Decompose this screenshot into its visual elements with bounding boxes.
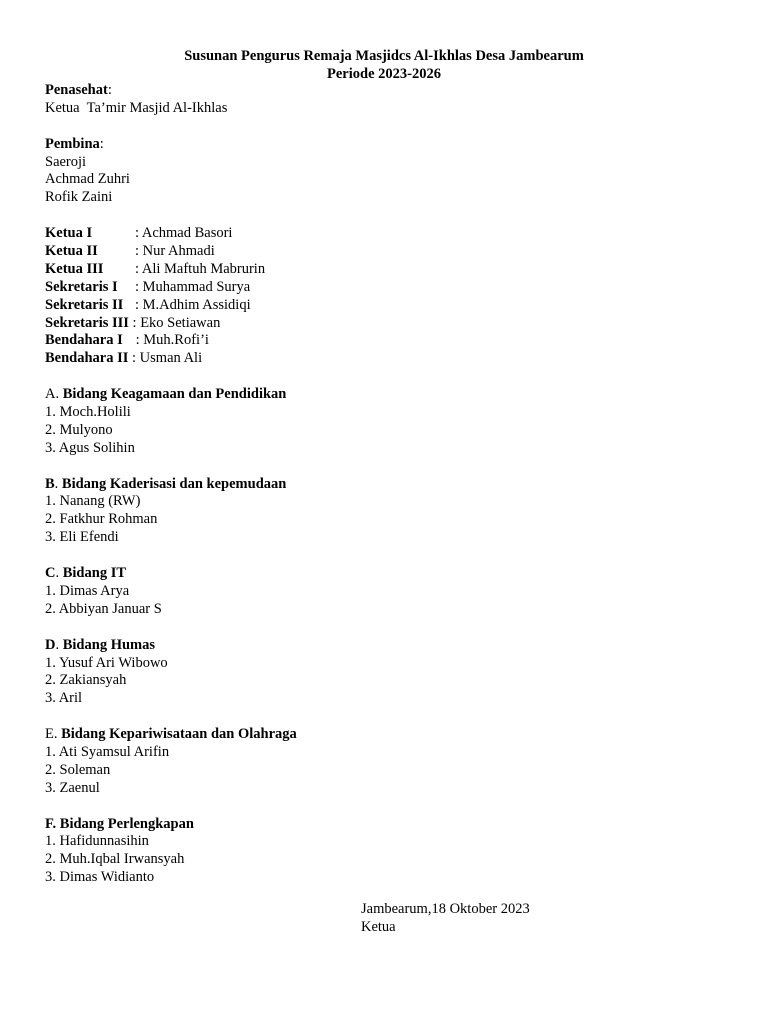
bidang-member: 1. Yusuf Ari Wibowo [45, 654, 168, 671]
pembina-member: Achmad Zuhri [45, 171, 130, 188]
bidang-sep: . [52, 815, 60, 832]
pengurus-name: : Ali Maftuh Mabrurin [135, 260, 266, 277]
bidang-member: 1. Dimas Arya [45, 582, 130, 599]
signature-block [361, 901, 530, 937]
bidang-sep: . [55, 565, 63, 582]
bidang-title: Bidang Kepariwisataan dan Olahraga [61, 726, 297, 743]
bidang-member: 2. Abbiyan Januar S [45, 600, 162, 617]
pengurus-role: Bendahara II [45, 350, 129, 367]
bidang-letter: C [45, 565, 56, 582]
bidang-title: Bidang Humas [62, 636, 156, 653]
bidang-sep: . [54, 475, 62, 492]
bidang-member: 1. Nanang (RW) [45, 493, 141, 510]
bidang-member: 1. Moch.Holili [45, 404, 131, 421]
penasehat-heading [45, 82, 735, 100]
bidang-title: Bidang Keagamaan dan Pendidikan [62, 386, 287, 403]
pengurus-row [45, 350, 735, 368]
bidang-heading [45, 726, 735, 744]
pengurus-row [45, 225, 735, 243]
bidang-letter: A [45, 386, 56, 403]
bidang-member: 3. Eli Efendi [45, 529, 119, 546]
bidang-letter: D [45, 636, 56, 653]
pengurus-row [45, 279, 735, 297]
pengurus-role: Ketua I [45, 225, 93, 242]
bidang-heading [45, 386, 735, 404]
bidang-member: 1. Hafidunnasihin [45, 833, 149, 850]
pengurus-role: Bendahara I [45, 332, 123, 349]
bidang-member: 2. Soleman [45, 761, 111, 778]
bidang-letter: E [45, 726, 54, 743]
bidang-member: 3. Zaenul [45, 779, 100, 796]
pengurus-role: Sekretaris III [45, 314, 129, 331]
pengurus-role: Ketua II [45, 243, 98, 260]
pengurus-row [45, 261, 735, 279]
pengurus-name: : Nur Ahmadi [135, 243, 215, 260]
bidang-member: 3. Aril [45, 690, 83, 707]
bidang-title: Bidang Perlengkapan [59, 815, 194, 832]
signature-position: Ketua [361, 918, 396, 935]
title-line-2: Periode 2023-2026 [327, 66, 441, 82]
pembina-member: Saeroji [45, 153, 87, 170]
bidang-heading [45, 565, 735, 583]
bidang-heading [45, 637, 735, 655]
pengurus-name: : Muh.Rofi’i [132, 332, 209, 349]
bidang-member: 2. Zakiansyah [45, 672, 127, 689]
title-line-1: Susunan Pengurus Remaja Masjidcs Al-Ikhlas Desa Jambearum [184, 48, 584, 64]
pengurus-row [45, 297, 735, 315]
bidang-member: 2. Fatkhur Rohman [45, 511, 158, 528]
bidang-heading [45, 476, 735, 494]
pengurus-name: : Usman Ali [128, 350, 203, 367]
pembina-member: Rofik Zaini [45, 189, 113, 206]
pembina-heading [45, 136, 735, 154]
pengurus-row [45, 243, 735, 261]
pengurus-role: Ketua III [45, 260, 104, 277]
pengurus-name: : Achmad Basori [135, 225, 233, 242]
pengurus-role: Sekretaris II [45, 296, 124, 313]
pengurus-name: : M.Adhim Assidiqi [135, 296, 251, 313]
penasehat-colon: : [107, 82, 112, 98]
penasehat-label: Penasehat [45, 82, 108, 98]
pembina-colon: : [99, 135, 104, 152]
pengurus-row [45, 315, 735, 333]
bidang-member: 2. Mulyono [45, 421, 113, 438]
bidang-sep: . [55, 386, 63, 403]
bidang-member: 1. Ati Syamsul Arifin [45, 743, 170, 760]
pembina-label: Pembina [45, 135, 100, 152]
signature-place-date: Jambearum,18 Oktober 2023 [361, 901, 530, 917]
pengurus-name: : Muhammad Surya [135, 278, 251, 295]
bidang-letter: B [45, 475, 55, 492]
bidang-title: Bidang Kaderisasi dan kepemudaan [61, 475, 287, 492]
document-title [0, 47, 768, 83]
bidang-title: Bidang IT [62, 565, 127, 582]
pengurus-name: : Eko Setiawan [128, 314, 221, 331]
document-body [45, 82, 735, 887]
bidang-member: 3. Dimas Widianto [45, 869, 155, 886]
bidang-member: 2. Muh.Iqbal Irwansyah [45, 851, 185, 868]
bidang-sep: . [53, 726, 62, 743]
bidang-sep: . [55, 636, 63, 653]
bidang-heading [45, 816, 735, 834]
penasehat-value: Ketua Ta’mir Masjid Al-Ikhlas [45, 99, 228, 116]
pengurus-role: Sekretaris I [45, 278, 118, 295]
bidang-letter: F [45, 815, 53, 832]
bidang-member: 3. Agus Solihin [45, 439, 135, 456]
pengurus-row [45, 332, 735, 350]
